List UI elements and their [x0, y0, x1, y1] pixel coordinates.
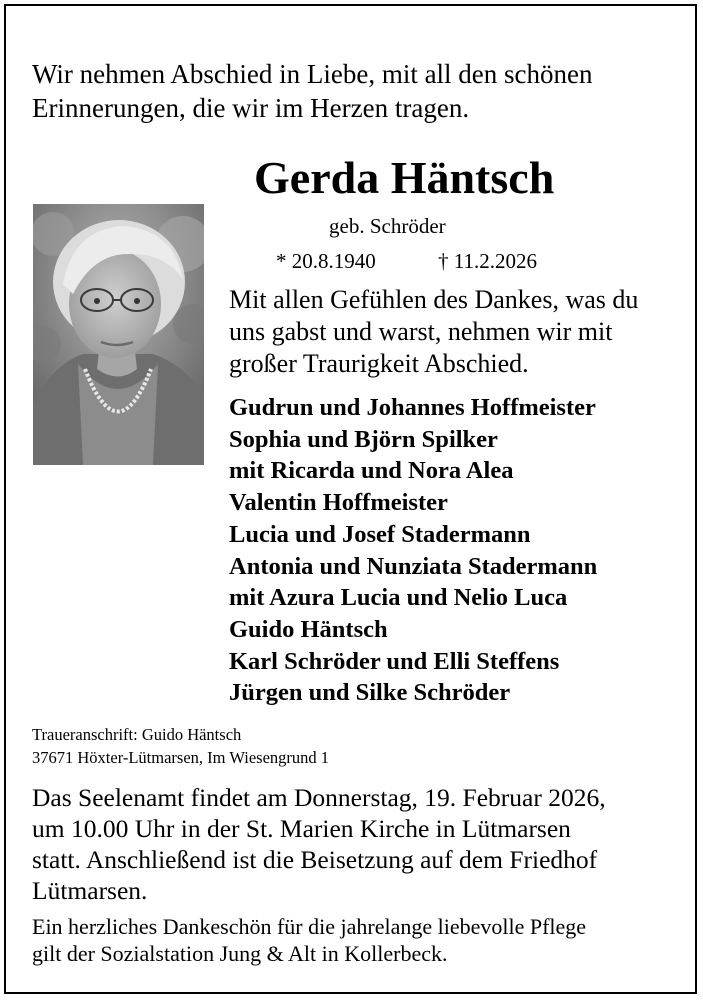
service-line: Das Seelenamt findet am Donnerstag, 19. Februar 2026, [32, 783, 606, 812]
mourner-entry: Sophia und Björn Spilker [229, 425, 498, 453]
mourner-entry: Valentin Hoffmeister [229, 489, 448, 517]
mourner-entry: Guido Häntsch [229, 615, 388, 643]
mourner-entry: mit Azura Lucia und Nelio Luca [229, 584, 568, 612]
mourner-entry: Karl Schröder und Elli Steffens [229, 647, 560, 675]
closing-thanks [32, 913, 586, 967]
address-line: Traueranschrift: Guido Häntsch [32, 725, 242, 744]
birth-date: * 20.8.1940 [276, 249, 376, 273]
portrait-photo-icon [33, 204, 204, 465]
intro-line: Wir nehmen Abschied in Liebe, mit all den schönen [32, 59, 593, 89]
service-info [32, 782, 606, 906]
intro-line: Erinnerungen, die wir im Herzen tragen. [32, 93, 470, 123]
closing-line: Ein herzliches Dankeschön für die jahrelange liebevolle Pflege [32, 914, 587, 939]
service-line: Lütmarsen. [32, 876, 148, 905]
mourning-address [32, 723, 329, 769]
mourner-entry: mit Ricarda und Nora Alea [229, 457, 514, 485]
mourner-entry: Antonia und Nunziata Stadermann [229, 552, 598, 580]
address-line: 37671 Höxter-Lütmarsen, Im Wiesengrund 1 [32, 748, 330, 767]
service-line: statt. Anschließend ist die Beisetzung auf dem Friedhof [32, 845, 598, 874]
thanks-message [229, 284, 638, 380]
message-line: Mit allen Gefühlen des Dankes, was du [229, 285, 639, 314]
message-line: großer Traurigkeit Abschied. [229, 349, 529, 378]
maiden-name: geb. Schröder [329, 214, 446, 238]
mourner-entry: Jürgen und Silke Schröder [229, 679, 511, 707]
closing-line: gilt der Sozialstation Jung & Alt in Kollerbeck. [32, 941, 448, 966]
message-line: uns gabst und warst, nehmen wir mit [229, 317, 613, 346]
death-date: † 11.2.2026 [438, 249, 537, 273]
mourner-entry: Lucia und Josef Stadermann [229, 520, 531, 548]
mourner-entry: Gudrun und Johannes Hoffmeister [229, 394, 596, 421]
service-line: um 10.00 Uhr in der St. Marien Kirche in Lütmarsen [32, 814, 571, 843]
mourners-list [229, 392, 597, 709]
deceased-name: Gerda Häntsch [254, 152, 555, 203]
intro-text [32, 57, 593, 125]
